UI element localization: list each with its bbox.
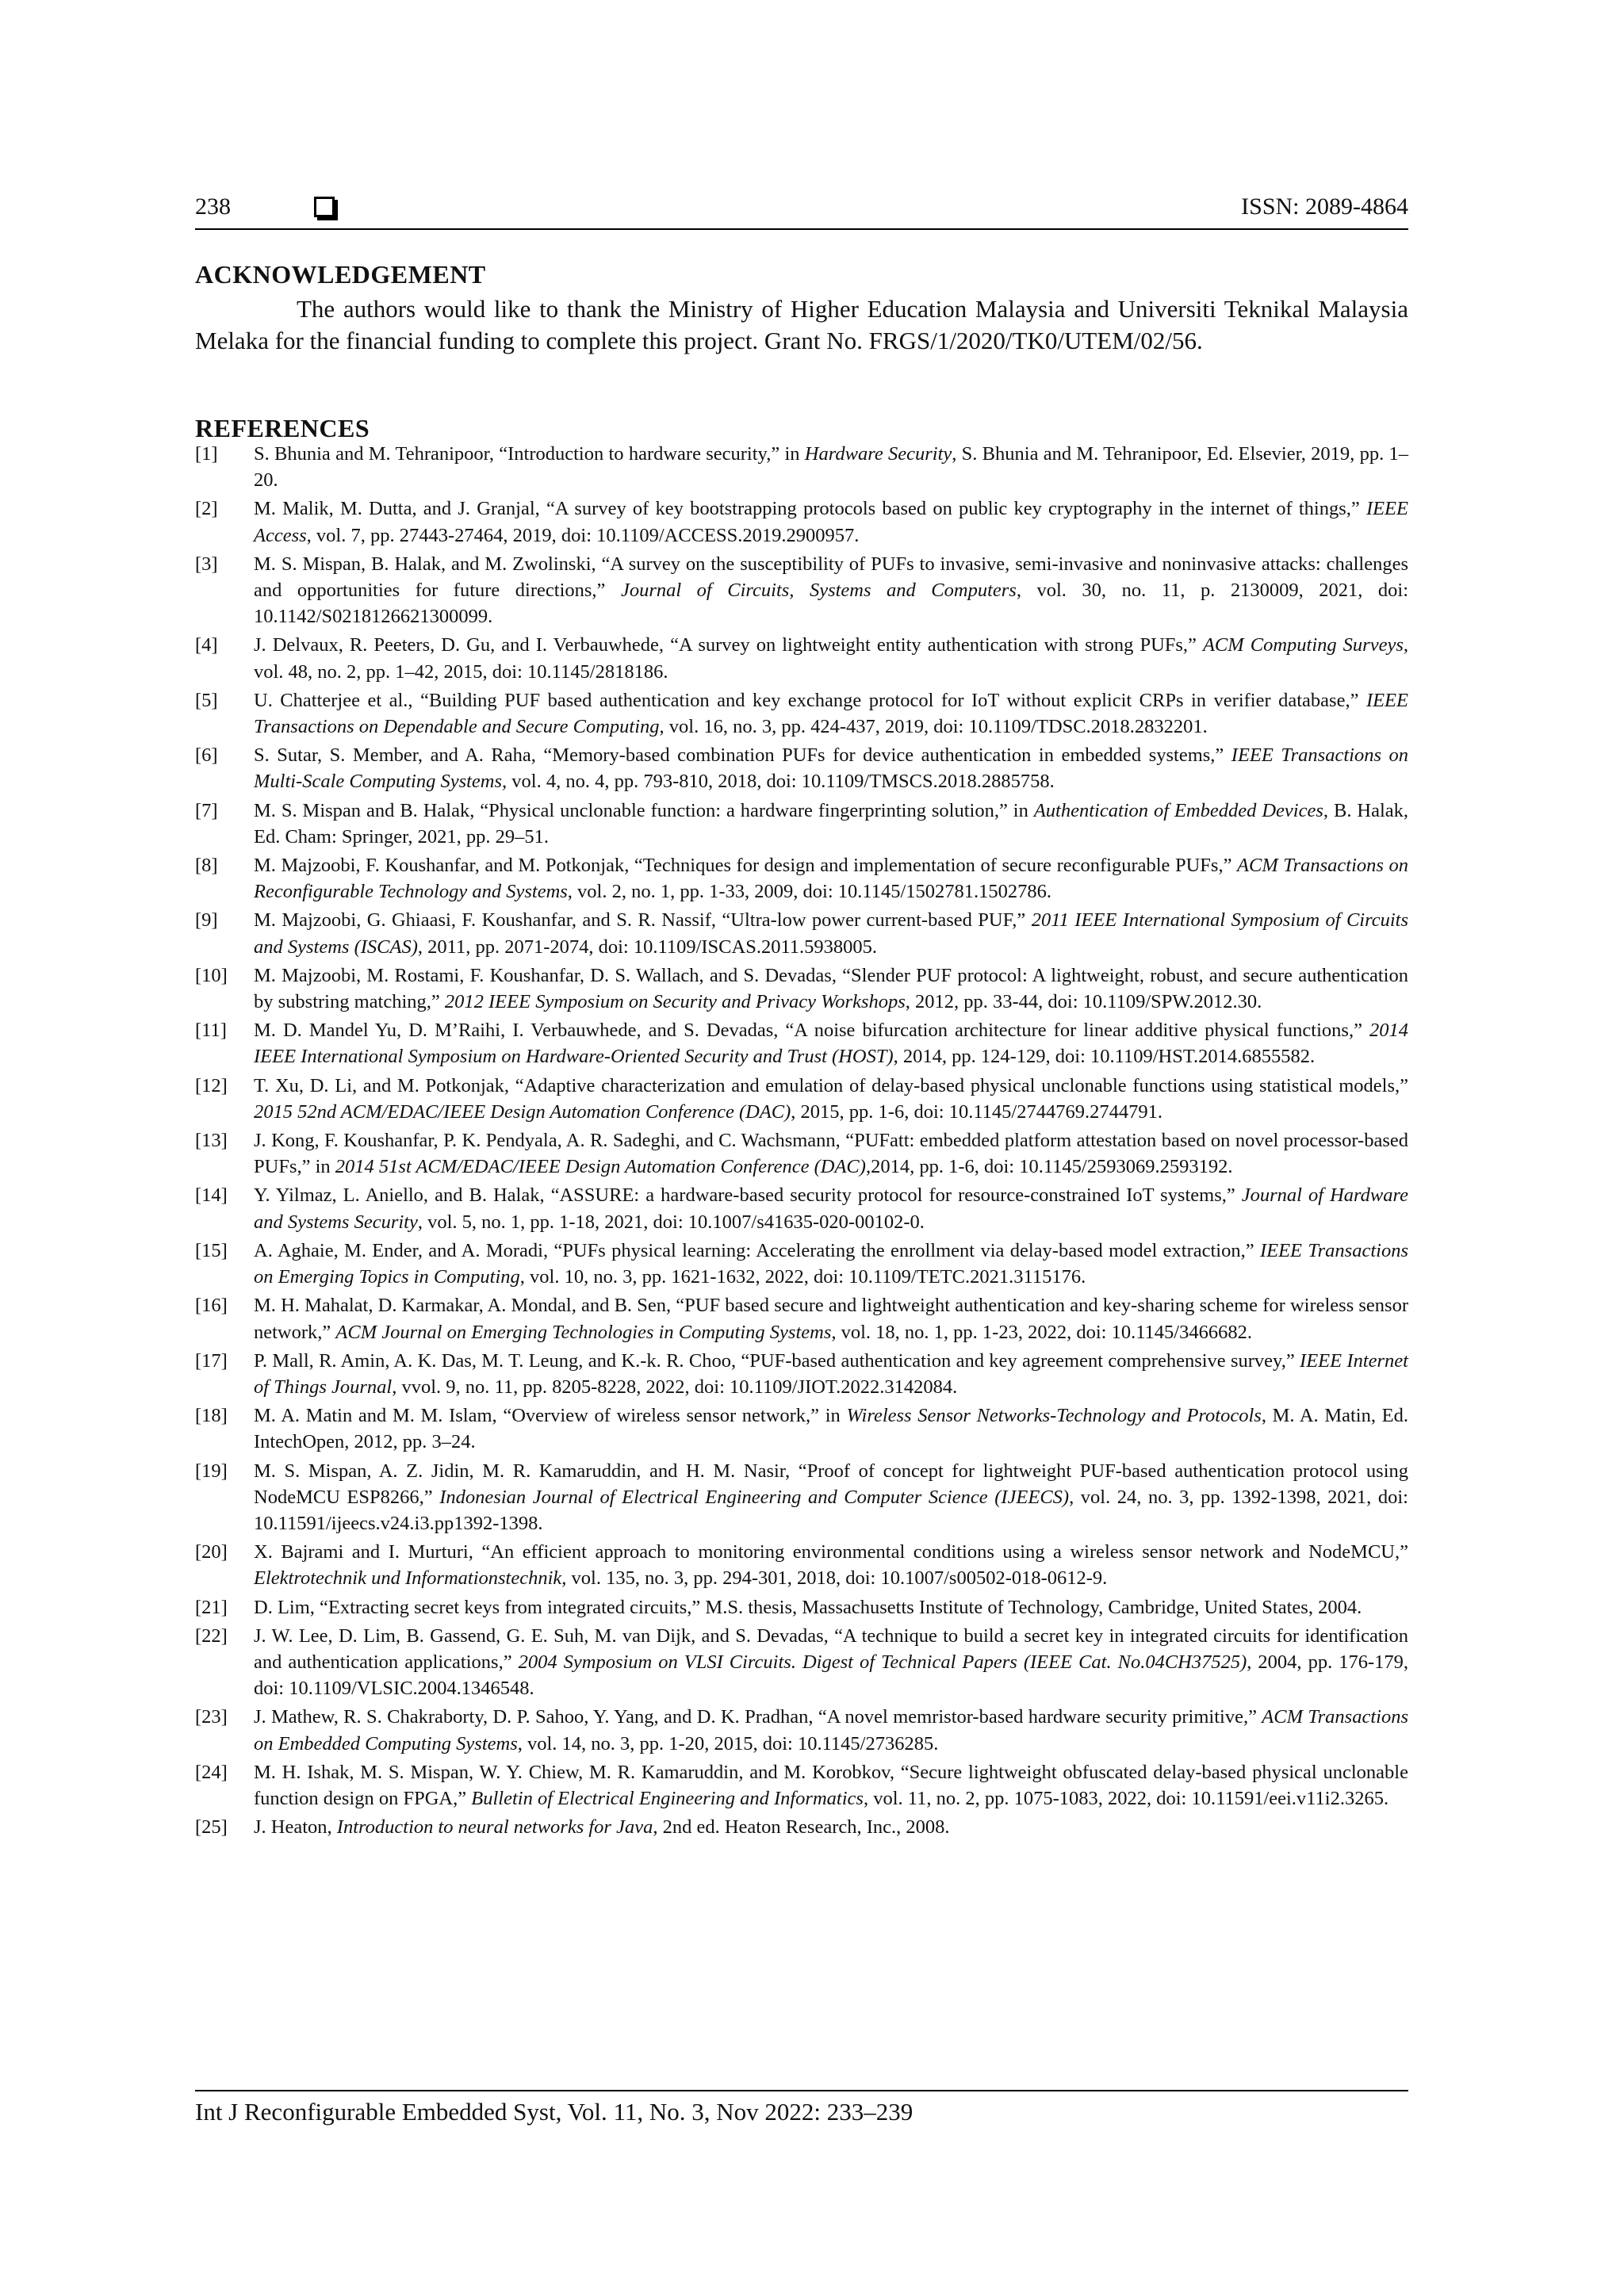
reference-text: U. Chatterjee et al., “Building PUF based authentication and key exchange protocol for IoT without explicit CRPs in verifier database,” [254,689,1366,711]
reference-venue: Wireless Sensor Networks-Technology and Protocols [846,1405,1262,1427]
footer-citation: Int J Reconfigurable Embedded Syst, Vol. 11, No. 3, Nov 2022: 233–239 [195,2098,914,2126]
reference-text: M. S. Mispan, A. Z. Jidin, M. R. Kamaruddin, and H. M. Nasir, “Proof of concept for lightweight PUF-based authentication protocol using NodeMCU ESP8266,” [254,1460,1408,1508]
reference-details: , vol. 2, no. 1, pp. 1-33, 2009, doi: 10.1145/1502781.1502786. [567,881,1052,903]
reference-text: S. Sutar, S. Member, and A. Raha, “Memory-based combination PUFs for device authentication in embedded systems,” [254,744,1231,767]
reference-item [195,1292,1408,1345]
acknowledgement-heading: ACKNOWLEDGEMENT [195,260,486,289]
reference-venue: IEEE Transactions on Emerging Topics in Computing [254,1239,1408,1288]
reference-number: [2] [195,498,218,520]
reference-details: , vol. 18, no. 1, pp. 1-23, 2022, doi: 10.1145/3466682. [831,1321,1252,1343]
reference-number: [16] [195,1295,228,1317]
reference-item [195,1402,1408,1455]
reference-details: , vol. 5, no. 1, pp. 1-18, 2021, doi: 10.1007/s41635-020-00102-0. [417,1211,925,1233]
reference-number: [11] [195,1020,227,1042]
reference-item [195,742,1408,794]
reference-venue: Authentication of Embedded Devices [1033,799,1323,821]
reference-item [195,687,1408,740]
reference-details: , 2012, pp. 33-44, doi: 10.1109/SPW.2012.30. [905,991,1262,1013]
reference-venue: IEEE Transactions on Multi-Scale Computing Systems [254,744,1408,793]
reference-venue: IEEE Access [254,498,1408,546]
reference-item [195,1704,1408,1756]
reference-venue: IEEE Transactions on Dependable and Secure Computing [254,689,1408,738]
reference-venue: Journal of Circuits, Systems and Computers [620,580,1017,602]
reference-item [195,1623,1408,1702]
reference-item [195,1127,1408,1180]
reference-text: S. Bhunia and M. Tehranipoor, “Introduction to hardware security,” in [254,443,805,465]
reference-text: M. H. Mahalat, D. Karmakar, A. Mondal, and B. Sen, “PUF based secure and lightweight authentication and key-sharing scheme for wireless sensor network,” [254,1295,1408,1343]
reference-text: A. Aghaie, M. Ender, and A. Moradi, “PUFs physical learning: Accelerating the enrollment via delay-based model extraction,” [254,1239,1260,1261]
reference-item [195,1238,1408,1290]
reference-text: J. Heaton, [254,1816,337,1839]
reference-text: M. Malik, M. Dutta, and J. Granjal, “A survey of key bootstrapping protocols based on public key cryptography in the internet of things,” [254,498,1366,520]
reference-number: [6] [195,744,218,767]
reference-text: M. Majzoobi, M. Rostami, F. Koushanfar, D. S. Wallach, and S. Devadas, “Slender PUF protocol: A lightweight, robust, and secure authentication by substring matching,” [254,964,1408,1013]
reference-text: X. Bajrami and I. Murturi, “An efficient approach to monitoring environmental conditions using a wireless sensor network and NodeMCU,” [254,1541,1408,1563]
reference-item [195,1539,1408,1591]
reference-venue: Journal of Hardware and Systems Security [254,1184,1408,1233]
reference-text: M. H. Ishak, M. S. Mispan, W. Y. Chiew, M. R. Kamaruddin, and M. Korobkov, “Secure lightweight obfuscated delay-based physical unclonable function design on FPGA,” [254,1761,1408,1809]
reference-details: , vol. 30, no. 11, p. 2130009, 2021, doi: 10.1142/S0218126621300099. [254,580,1409,628]
reference-details: , 2nd ed. Heaton Research, Inc., 2008. [653,1816,950,1839]
reference-number: [5] [195,689,218,711]
reference-venue: 2014 51st ACM/EDAC/IEEE Design Automation Conference (DAC) [335,1156,866,1178]
reference-number: [1] [195,443,218,465]
reference-text: T. Xu, D. Li, and M. Potkonjak, “Adaptive characterization and emulation of delay-based physical unclonable functions using statistical models,” [254,1074,1408,1096]
reference-number: [14] [195,1184,228,1207]
reference-item [195,1814,1408,1840]
reference-details: , 2015, pp. 1-6, doi: 10.1145/2744769.2744791. [791,1100,1162,1123]
reference-number: [12] [195,1074,228,1096]
reference-number: [9] [195,909,218,932]
issn-label: ISSN: 2089-4864 [1241,193,1408,220]
reference-venue: ACM Journal on Emerging Technologies in Computing Systems [335,1321,832,1343]
reference-text: M. A. Matin and M. M. Islam, “Overview of wireless sensor network,” in [254,1405,847,1427]
reference-text: J. Kong, F. Koushanfar, P. K. Pendyala, A. R. Sadeghi, and C. Wachsmann, “PUFatt: embedded platform attestation based on novel processor-based PUFs,” in [254,1130,1408,1178]
reference-number: [22] [195,1624,228,1647]
page-number: 238 [195,193,231,220]
reference-number: [3] [195,553,218,575]
reference-item [195,632,1408,684]
square-box-icon [314,197,335,217]
reference-item [195,962,1408,1015]
reference-details: , 2011, pp. 2071-2074, doi: 10.1109/ISCAS.2011.5938005. [417,936,878,958]
reference-number: [20] [195,1541,228,1563]
reference-venue: IEEE Internet of Things Journal [254,1349,1408,1398]
reference-number: [13] [195,1130,228,1152]
reference-details: , 2004, pp. 176-179, doi: 10.1109/VLSIC.2004.1346548. [254,1651,1408,1700]
reference-number: [24] [195,1761,228,1783]
reference-item [195,551,1408,630]
reference-details: , vol. 14, no. 3, pp. 1-20, 2015, doi: 10.1145/2736285. [517,1732,939,1755]
reference-details: , vvol. 9, no. 11, pp. 8205-8228, 2022, doi: 10.1109/JIOT.2022.3142084. [392,1376,958,1398]
reference-item [195,1182,1408,1234]
reference-text: P. Mall, R. Amin, A. K. Das, M. T. Leung, and K.-k. R. Choo, “PUF-based authentication and key agreement comprehensive survey,” [254,1349,1300,1372]
reference-item [195,1017,1408,1070]
reference-text: J. Delvaux, R. Peeters, D. Gu, and I. Verbauwhede, “A survey on lightweight entity authentication with strong PUFs,” [254,634,1203,656]
reference-item [195,1594,1408,1621]
reference-number: [8] [195,855,218,877]
reference-venue: Bulletin of Electrical Engineering and Informatics [471,1787,864,1809]
reference-details: , vol. 16, no. 3, pp. 424-437, 2019, doi: 10.1109/TDSC.2018.2832201. [659,716,1208,738]
reference-text: M. Majzoobi, F. Koushanfar, and M. Potkonjak, “Techniques for design and implementation of secure reconfigurable PUFs,” [254,855,1238,877]
reference-number: [4] [195,634,218,656]
reference-details: , vol. 135, no. 3, pp. 294-301, 2018, doi: 10.1007/s00502-018-0612-9. [561,1567,1108,1590]
reference-venue: 2011 IEEE International Symposium of Circuits and Systems (ISCAS) [254,909,1408,958]
reference-text: J. W. Lee, D. Lim, B. Gassend, G. E. Suh, M. van Dijk, and S. Devadas, “A technique to build a secret key in integrated circuits for identification and authentication applications,” [254,1624,1408,1673]
page-footer [195,2090,1408,2126]
reference-item [195,1458,1408,1537]
reference-details: , 2014, pp. 124-129, doi: 10.1109/HST.2014.6855582. [893,1046,1316,1068]
reference-venue: Indonesian Journal of Electrical Engineering and Computer Science (IJEECS) [439,1486,1070,1508]
reference-venue: ACM Transactions on Reconfigurable Technology and Systems [254,855,1408,903]
reference-details: , vol. 48, no. 2, pp. 1–42, 2015, doi: 10.1145/2818186. [254,634,1408,683]
reference-details: , vol. 4, no. 4, pp. 793-810, 2018, doi: 10.1109/TMSCS.2018.2885758. [502,771,1055,793]
reference-venue: 2004 Symposium on VLSI Circuits. Digest of Technical Papers (IEEE Cat. No.04CH37525) [518,1651,1247,1673]
reference-details: , vol. 11, no. 2, pp. 1075-1083, 2022, doi: 10.11591/eei.v11i2.3265. [863,1787,1389,1809]
references-heading: REFERENCES [195,414,370,442]
reference-details: , B. Halak, Ed. Cham: Springer, 2021, pp. 29–51. [254,799,1409,848]
reference-item [195,441,1408,493]
reference-text: M. D. Mandel Yu, D. M’Raihi, I. Verbauwhede, and S. Devadas, “A noise bifurcation architecture for linear additive physical functions,” [254,1020,1369,1042]
reference-number: [25] [195,1816,228,1839]
reference-venue: 2015 52nd ACM/EDAC/IEEE Design Automation Conference (DAC) [254,1100,791,1123]
reference-venue: 2014 IEEE International Symposium on Hardware-Oriented Security and Trust (HOST) [254,1020,1408,1068]
page-header [195,193,1408,230]
reference-text: M. Majzoobi, G. Ghiaasi, F. Koushanfar, and S. R. Nassif, “Ultra-low power current-based PUF,” [254,909,1032,932]
reference-item [195,798,1408,850]
reference-details: , vol. 7, pp. 27443-27464, 2019, doi: 10.1109/ACCESS.2019.2900957. [306,524,860,546]
reference-number: [15] [195,1239,228,1261]
reference-number: [18] [195,1405,228,1427]
reference-details: , vol. 24, no. 3, pp. 1392-1398, 2021, doi: 10.11591/ijeecs.v24.i3.pp1392-1398. [254,1486,1408,1534]
reference-text: M. S. Mispan and B. Halak, “Physical unclonable function: a hardware fingerprinting solution,” in [254,799,1034,821]
reference-text: M. S. Mispan, B. Halak, and M. Zwolinski, “A survey on the susceptibility of PUFs to invasive, semi-invasive and noninvasive attacks: challenges and opportunities for future directions,” [254,553,1408,602]
reference-details: , vol. 10, no. 3, pp. 1621-1632, 2022, doi: 10.1109/TETC.2021.3115176. [519,1266,1086,1288]
reference-number: [10] [195,964,228,986]
reference-item [195,1348,1408,1400]
acknowledgement-paragraph: The authors would like to thank the Ministry of Higher Education Malaysia and Universiti Teknikal Malaysia Melaka for the financial funding to complete this project. Grant No. FRGS/1/2020/TK0/UTEM/02/56. [195,295,1408,354]
reference-venue: 2012 IEEE Symposium on Security and Privacy Workshops [444,991,906,1013]
reference-text: Y. Yilmaz, L. Aniello, and B. Halak, “ASSURE: a hardware-based security protocol for resource-constrained IoT systems,” [254,1184,1242,1207]
reference-number: [17] [195,1349,228,1372]
reference-item [195,907,1408,959]
reference-venue: Elektrotechnik und Informationstechnik [254,1567,562,1590]
reference-number: [23] [195,1706,228,1728]
reference-number: [19] [195,1460,228,1482]
reference-venue: ACM Computing Surveys [1202,634,1404,656]
reference-item [195,1759,1408,1812]
reference-number: [21] [195,1596,228,1618]
reference-item [195,496,1408,548]
reference-item [195,852,1408,905]
reference-text: D. Lim, “Extracting secret keys from integrated circuits,” M.S. thesis, Massachusetts Institute of Technology, Cambridge, United States, 2004. [254,1596,1362,1618]
reference-number: [7] [195,799,218,821]
reference-list [195,441,1408,1843]
reference-text: J. Mathew, R. S. Chakraborty, D. P. Sahoo, Y. Yang, and D. K. Pradhan, “A novel memristor-based hardware security primitive,” [254,1706,1262,1728]
reference-details: ,2014, pp. 1-6, doi: 10.1145/2593069.2593192. [865,1156,1233,1178]
reference-item [195,1073,1408,1125]
reference-details: , M. A. Matin, Ed. IntechOpen, 2012, pp. 3–24. [254,1405,1408,1453]
reference-venue: Introduction to neural networks for Java [336,1816,653,1839]
reference-details: , S. Bhunia and M. Tehranipoor, Ed. Elsevier, 2019, pp. 1–20. [254,443,1408,492]
reference-venue: Hardware Security [804,443,952,465]
reference-venue: ACM Transactions on Embedded Computing Systems [254,1706,1408,1755]
